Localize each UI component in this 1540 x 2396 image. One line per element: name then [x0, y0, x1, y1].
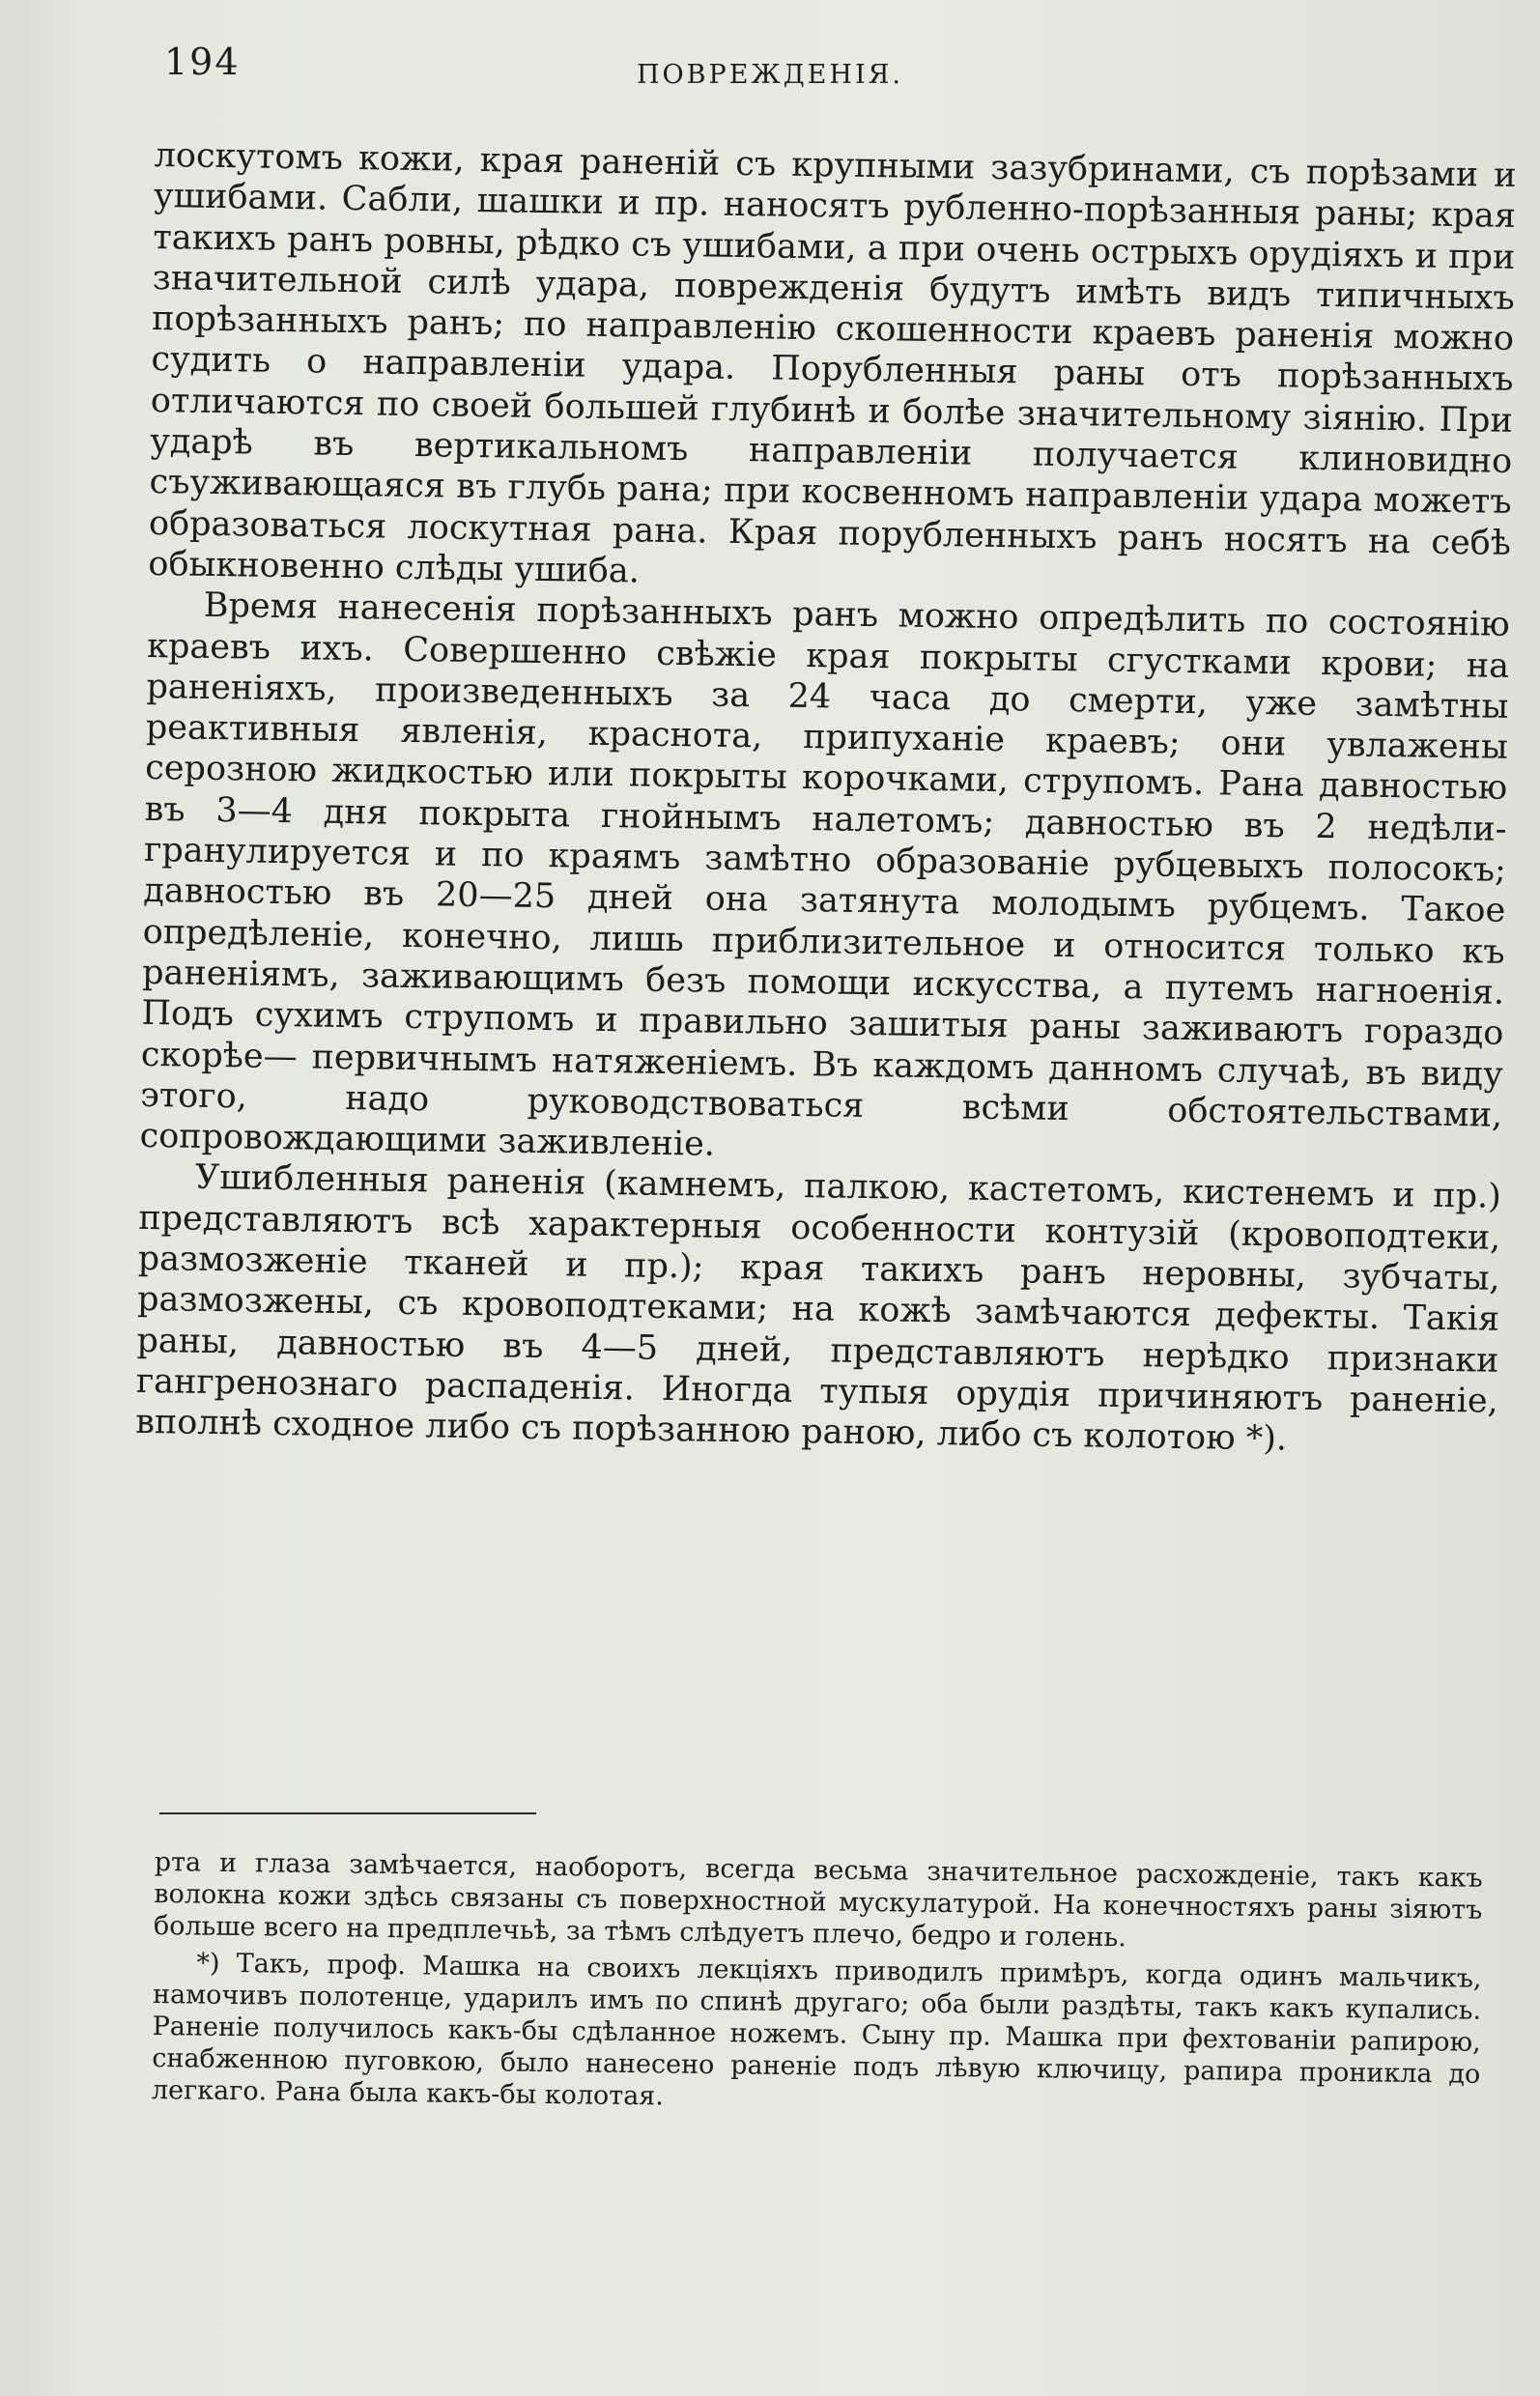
- paragraph-continued: лоскутомъ кожи, края раненій съ крупными зазубринами, съ порѣзами и ушибами. Сабли, шашки и пр. наносятъ рубленно-порѣзанныя раны; края такихъ ранъ ровны, рѣдко съ ушибами, а при очень острыхъ орудіяхъ и при значительной силѣ удара, поврежденія будутъ имѣть видъ типичныхъ порѣзанныхъ ранъ; по направленію скошенности краевъ раненія можно судить о направленіи удара. Порубленныя раны отъ порѣзанныхъ отличаются по своей большей глубинѣ и болѣе значительному зіянію. При ударѣ въ вертикальномъ направленіи получается клиновидно съуживающаяся въ глубь рана; при косвенномъ направленіи удара можетъ образоваться лоскутная рана. Края порубленныхъ ранъ носятъ на себѣ обыкновенно слѣды ушиба.: [148, 135, 1517, 591]
- running-title: ПОВРЕЖДЕНІЯ.: [637, 60, 903, 90]
- main-text: [135, 135, 1517, 1463]
- footnote-separator: [159, 1812, 536, 1814]
- page-number: 194: [164, 41, 241, 83]
- footnote-continuation: рта и глаза замѣчается, наоборотъ, всегда весьма значительное расхожденіе, такъ какъ волокна кожи здѣсь связаны съ поверхностной мускулатурой. На конечностяхъ раны зіяютъ больше всего на предплечьѣ, за тѣмъ слѣдуетъ плечо, бедро и голень.: [153, 1847, 1483, 1953]
- paragraph: Ушибленныя раненія (камнемъ, палкою, кастетомъ, кистенемъ и пр.) представляютъ всѣ характерныя особенности контузій (кровоподтеки, размозженіе тканей и пр.); края такихъ ранъ неровны, зубчаты, размозжены, съ кровоподтеками; на кожѣ замѣчаются дефекты. Такія раны, давностью въ 4—5 дней, представляютъ нерѣдко признаки гангренознаго распаденія. Иногда тупыя орудія причиняютъ раненіе, вполнѣ сходное либо съ порѣзанною раною, либо съ колотою *).: [134, 1158, 1502, 1459]
- footnote-star: *) Такъ, проф. Машка на своихъ лекціяхъ приводилъ примѣръ, когда одинъ мальчикъ, намочивъ полотенце, ударилъ имъ по спинѣ другаго; оба были раздѣты, такъ какъ купались. Раненіе получилось какъ-бы сдѣланное ножемъ. Сыну пр. Машка при фехтованіи рапирою, снабженною пуговкою, было нанесено раненіе подъ лѣвую ключицу, рапира проникла до легкаго. Рана была какъ-бы колотая.: [151, 1948, 1482, 2112]
- paragraph: Время нанесенія порѣзанныхъ ранъ можно опредѣлить по состоянію краевъ ихъ. Совершенно свѣжіе края покрыты сгустками крови; на раненіяхъ, произведенныхъ за 24 часа до смерти, уже замѣтны реактивныя явленія, краснота, припуханіе краевъ; они увлажены серозною жидкостью или покрыты корочками, струпомъ. Рана давностью въ 3—4 дня покрыта гнойнымъ налетомъ; давностью въ 2 недѣли-гранулируется и по краямъ замѣтно образованіе рубцевыхъ полосокъ; давностью въ 20—25 дней она затянута молодымъ рубцемъ. Такое опредѣленіе, конечно, лишь приблизительное и относится только къ раненіямъ, заживающимъ безъ помощи искусства, а путемъ нагноенія. Подъ сухимъ струпомъ и правильно зашитыя раны заживаютъ гораздо скорѣе— первичнымъ натяженіемъ. Въ каждомъ данномъ случаѣ, въ виду этого, надо руководствоваться всѣми обстоятельствами, сопровождающими заживленіе.: [139, 586, 1510, 1164]
- footnotes: [152, 1847, 1483, 2123]
